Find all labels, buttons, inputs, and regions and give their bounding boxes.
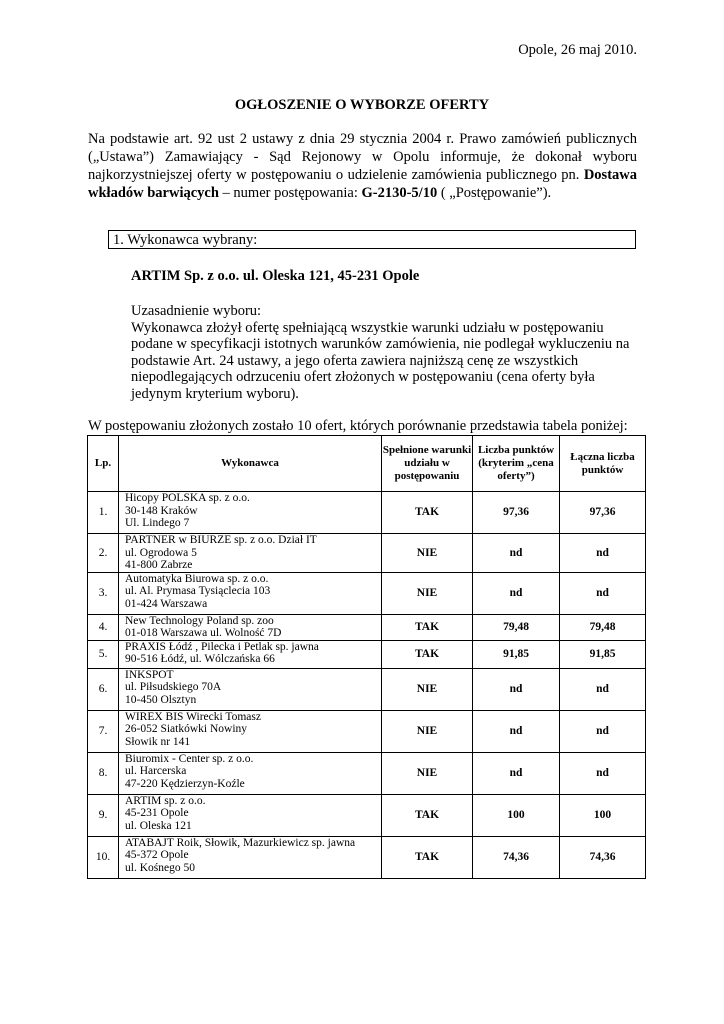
points-cell: nd (473, 668, 560, 710)
justification-block (131, 303, 641, 402)
contractor-cell (119, 640, 382, 668)
contractor-cell (119, 836, 382, 878)
contractor-cell (119, 794, 382, 836)
table-row (88, 534, 646, 573)
justification-text: Wykonawca złożył ofertę spełniającą wszystkie warunki udziału w postępowaniu podane w specyfikacji istotnych warunków zamówienia, nie podlegał wykluczeniu na podstawie Art. 24 ustawy, a jego oferta zawiera najniższą cenę ze wszystkich niepodlegających odrzuceniu ofert złożonych w postępowaniu (cena oferty była jedynym kryterium wyboru). (131, 319, 630, 402)
table-row (88, 836, 646, 878)
contractor-cell (119, 572, 382, 614)
contractor-line: INKSPOT (125, 668, 174, 681)
contractor-line: PRAXIS Łódź , Pilecka i Petlak sp. jawna (125, 640, 319, 653)
table-row (88, 752, 646, 794)
conditions-cell: TAK (382, 836, 473, 878)
table-header-row (88, 436, 646, 492)
conditions-cell: NIE (382, 710, 473, 752)
points-cell: nd (473, 572, 560, 614)
table-row (88, 492, 646, 534)
row-number: 9. (88, 794, 119, 836)
conditions-cell: NIE (382, 752, 473, 794)
total-points-cell: nd (560, 534, 646, 573)
table-row (88, 640, 646, 668)
intro-subject: Dostawa wkładów barwiących (88, 167, 637, 201)
table-row (88, 794, 646, 836)
contractor-cell (119, 614, 382, 640)
contractor-line: Hicopy POLSKA sp. z o.o. (125, 492, 250, 504)
document-date: Opole, 26 maj 2010. (518, 42, 637, 58)
conditions-cell: TAK (382, 614, 473, 640)
contractor-line: Automatyka Biurowa sp. z o.o. (125, 572, 269, 585)
row-number: 5. (88, 640, 119, 668)
contractor-line: ul. Ogrodowa 5 (125, 546, 197, 559)
header-total-points: Łączna liczba punktów (560, 436, 646, 492)
conditions-cell: NIE (382, 534, 473, 573)
contractor-line: New Technology Poland sp. zoo (125, 614, 274, 627)
header-points: Liczba punktów (kryterim „cena oferty”) (473, 436, 560, 492)
contractor-line: ul. Harcerska (125, 765, 187, 777)
row-number: 7. (88, 710, 119, 752)
conditions-cell: TAK (382, 794, 473, 836)
header-conditions: Spełnione warunki udziału w postępowaniu (382, 436, 473, 492)
contractor-line: 41-800 Zabrze (125, 559, 193, 571)
contractor-line: 01-424 Warszawa (125, 597, 208, 610)
total-points-cell: nd (560, 572, 646, 614)
contractor-line: ul. Oleska 121 (125, 819, 192, 832)
section-heading-box: 1. Wykonawca wybrany: (108, 230, 636, 249)
contractor-cell (119, 668, 382, 710)
offers-summary: W postępowaniu złożonych zostało 10 ofert, których porównanie przedstawia tabela poniżej: (88, 418, 628, 434)
header-lp: Lp. (88, 436, 119, 492)
total-points-cell: nd (560, 668, 646, 710)
table-row (88, 710, 646, 752)
contractor-line: Słowik nr 141 (125, 735, 191, 748)
total-points-cell: 79,48 (560, 614, 646, 640)
total-points-cell: nd (560, 710, 646, 752)
contractor-line: Biuromix - Center sp. z o.o. (125, 752, 254, 765)
contractor-line: ul. Piłsudskiego 70A (125, 681, 222, 693)
row-number: 3. (88, 572, 119, 614)
row-number: 1. (88, 492, 119, 534)
contractor-line: 47-220 Kędzierzyn-Koźle (125, 777, 245, 790)
contractor-line: 26-052 Siatkówki Nowiny (125, 723, 248, 735)
intro-text-end: ( „Postępowanie”). (437, 185, 552, 201)
contractor-line: WIREX BIS Wirecki Tomasz (125, 710, 261, 723)
conditions-cell: TAK (382, 492, 473, 534)
contractor-cell (119, 710, 382, 752)
offers-table (87, 435, 646, 879)
row-number: 2. (88, 534, 119, 573)
conditions-cell: NIE (382, 668, 473, 710)
intro-paragraph (88, 130, 637, 202)
conditions-cell: TAK (382, 640, 473, 668)
contractor-line: ul. Al. Prymasa Tysiąclecia 103 (125, 585, 271, 597)
header-contractor: Wykonawca (119, 436, 382, 492)
table-row (88, 668, 646, 710)
row-number: 6. (88, 668, 119, 710)
points-cell: 74,36 (473, 836, 560, 878)
contractor-line: 45-231 Opole (125, 807, 189, 819)
points-cell: 79,48 (473, 614, 560, 640)
contractor-line: ARTIM sp. z o.o. (125, 794, 206, 807)
conditions-cell: NIE (382, 572, 473, 614)
contractor-line: ATABAJT Roik, Słowik, Mazurkiewicz sp. jawna (125, 836, 356, 849)
points-cell: nd (473, 752, 560, 794)
contractor-cell (119, 534, 382, 573)
points-cell: nd (473, 710, 560, 752)
contractor-line: 90-516 Łódź, ul. Wólczańska 66 (125, 653, 275, 665)
total-points-cell: 91,85 (560, 640, 646, 668)
total-points-cell: 97,36 (560, 492, 646, 534)
intro-procedure-number: G-2130-5/10 (361, 185, 438, 201)
total-points-cell: 74,36 (560, 836, 646, 878)
contractor-line: Ul. Lindego 7 (125, 517, 190, 529)
justification-title: Uzasadnienie wyboru: (131, 303, 262, 319)
contractor-line: PARTNER w BIURZE sp. z o.o. Dział IT (125, 534, 317, 546)
row-number: 4. (88, 614, 119, 640)
intro-text-start: Na podstawie art. 92 ust 2 ustawy z dnia 29 stycznia 2004 r. Prawo zamówień publicznych („Ustawa”) Zamawiający - Sąd Rejonowy w Opolu informuje, że dokonał wyboru najkorzystniejszej oferty w postępowaniu o udzielenie zamówienia publicznego pn. (88, 131, 637, 183)
contractor-cell (119, 752, 382, 794)
points-cell: 97,36 (473, 492, 560, 534)
contractor-line: 10-450 Olsztyn (125, 693, 197, 706)
intro-text-mid: – numer postępowania: (218, 185, 362, 201)
row-number: 10. (88, 836, 119, 878)
contractor-line: ul. Kośnego 50 (125, 861, 195, 874)
table-row (88, 614, 646, 640)
total-points-cell: 100 (560, 794, 646, 836)
row-number: 8. (88, 752, 119, 794)
contractor-cell (119, 492, 382, 534)
total-points-cell: nd (560, 752, 646, 794)
selected-contractor: ARTIM Sp. z o.o. ul. Oleska 121, 45-231 Opole (131, 268, 420, 284)
table-row (88, 572, 646, 614)
contractor-line: 45-372 Opole (125, 849, 189, 861)
points-cell: 91,85 (473, 640, 560, 668)
points-cell: nd (473, 534, 560, 573)
contractor-line: 30-148 Kraków (125, 504, 198, 517)
contractor-line: 01-018 Warszawa ul. Wolność 7D (125, 627, 282, 639)
document-title: OGŁOSZENIE O WYBORZE OFERTY (234, 97, 490, 113)
points-cell: 100 (473, 794, 560, 836)
